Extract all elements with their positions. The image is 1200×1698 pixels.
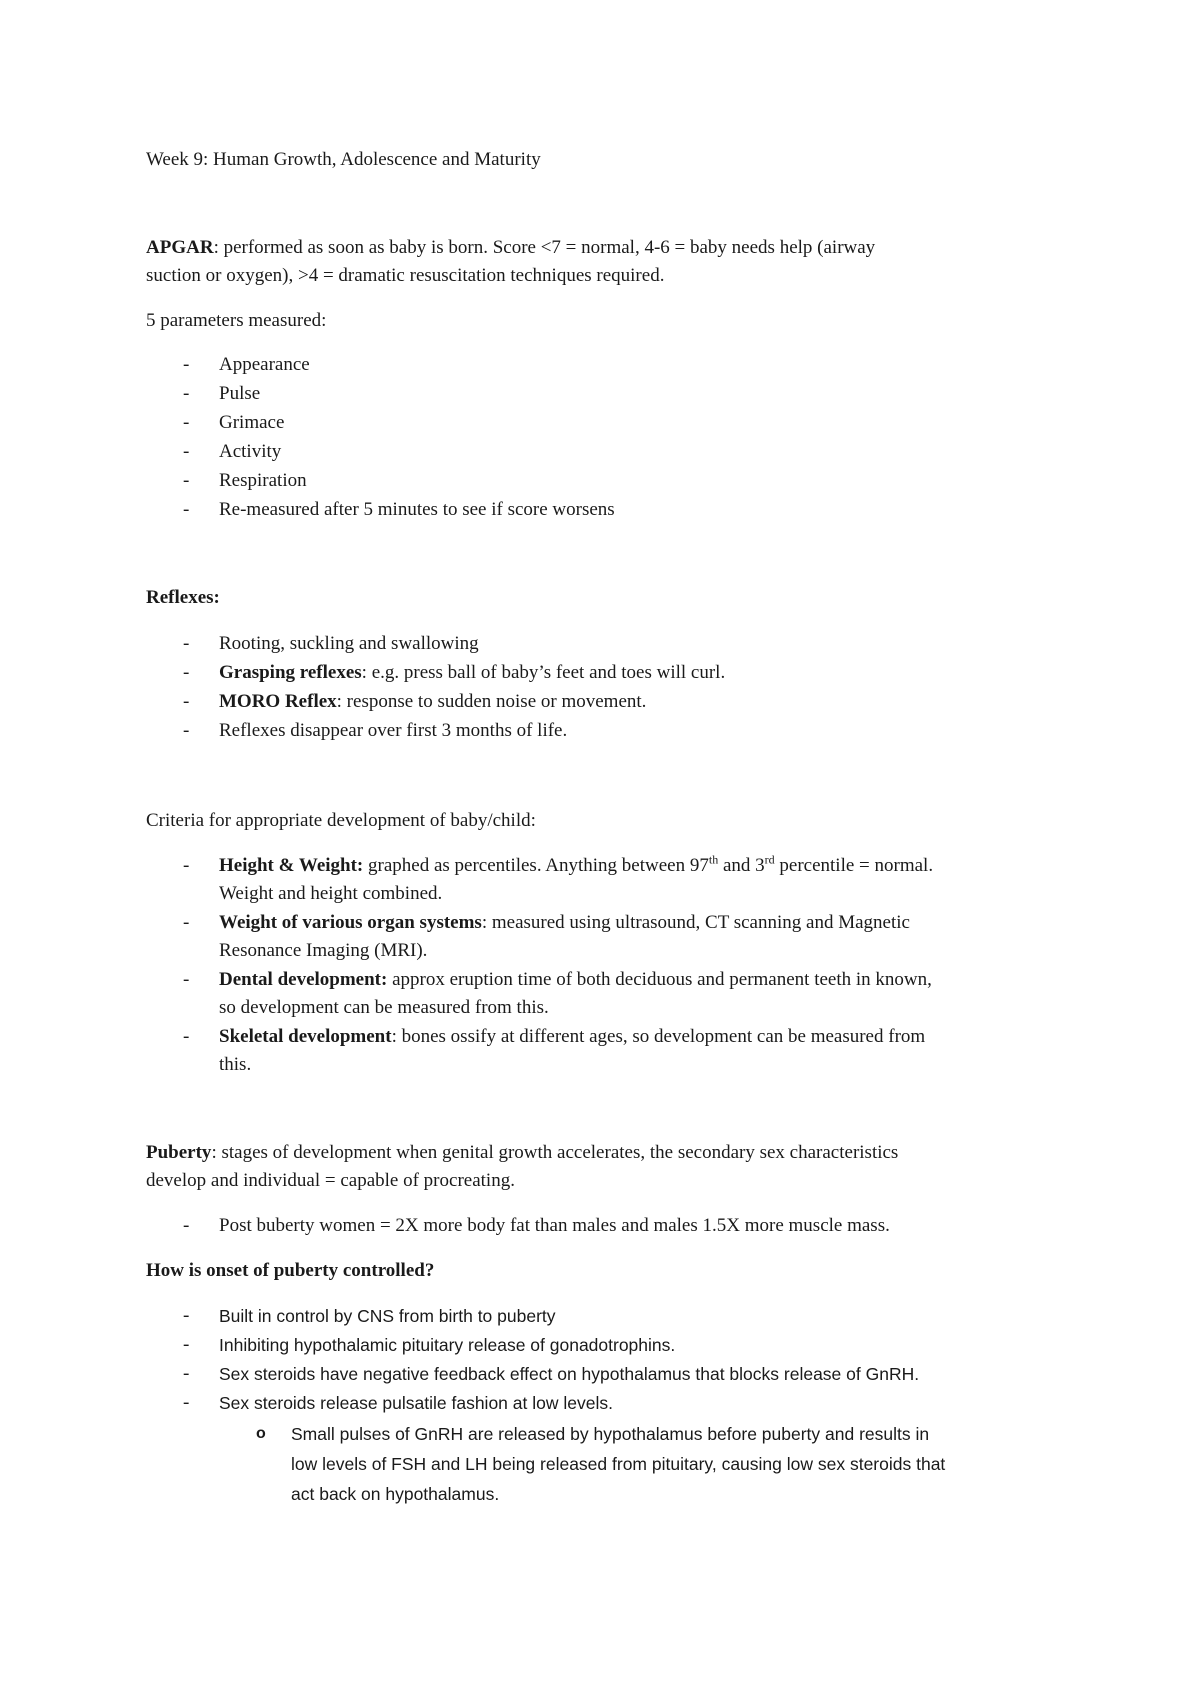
list-bullet: - bbox=[183, 1026, 190, 1047]
list-item: Built in control by CNS from birth to puberty bbox=[219, 1306, 556, 1326]
apgar-paragraph-line-1: APGAR: performed as soon as baby is born. Score <7 = normal, 4-6 = baby needs help (airway bbox=[146, 237, 876, 258]
list-item: Post buberty women = 2X more body fat than males and males 1.5X more muscle mass. bbox=[219, 1215, 890, 1236]
list-bullet: - bbox=[183, 441, 190, 462]
list-bullet: - bbox=[183, 1392, 190, 1413]
list-item: Inhibiting hypothalamic pituitary release of gonadotrophins. bbox=[219, 1335, 676, 1355]
list-item: Grimace bbox=[219, 412, 285, 433]
list-bullet: - bbox=[183, 720, 190, 741]
list-bullet: - bbox=[183, 912, 190, 933]
puberty-control-heading: How is onset of puberty controlled? bbox=[146, 1260, 435, 1281]
reflexes-heading: Reflexes: bbox=[146, 587, 220, 608]
list-bullet: - bbox=[183, 383, 190, 404]
list-item: Rooting, suckling and swallowing bbox=[219, 633, 479, 654]
list-item-continuation: this. bbox=[219, 1054, 252, 1075]
list-item: Re-measured after 5 minutes to see if score worsens bbox=[219, 499, 615, 520]
sub-list-bullet: o bbox=[256, 1425, 266, 1442]
list-item: Reflexes disappear over first 3 months of life. bbox=[219, 720, 568, 741]
list-bullet: - bbox=[183, 470, 190, 491]
list-bullet: - bbox=[183, 633, 190, 654]
sub-list-item-line: Small pulses of GnRH are released by hypothalamus before puberty and results in bbox=[291, 1424, 930, 1444]
page-title: Week 9: Human Growth, Adolescence and Maturity bbox=[146, 149, 541, 170]
list-item: Appearance bbox=[219, 354, 310, 375]
list-item: MORO Reflex: response to sudden noise or movement. bbox=[219, 691, 647, 712]
list-item-continuation: so development can be measured from this. bbox=[219, 997, 549, 1018]
puberty-paragraph-line-1: Puberty: stages of development when genital growth accelerates, the secondary sex characteristics bbox=[146, 1142, 899, 1163]
list-bullet: - bbox=[183, 1215, 190, 1236]
list-item: Pulse bbox=[219, 383, 261, 404]
list-item-continuation: Weight and height combined. bbox=[219, 883, 443, 904]
puberty-paragraph-line-2: develop and individual = capable of procreating. bbox=[146, 1170, 515, 1191]
puberty-term: Puberty bbox=[146, 1142, 212, 1163]
list-item: Grasping reflexes: e.g. press ball of baby’s feet and toes will curl. bbox=[219, 662, 726, 683]
apgar-paragraph-line-2: suction or oxygen), >4 = dramatic resuscitation techniques required. bbox=[146, 265, 665, 286]
list-item: Sex steroids have negative feedback effect on hypothalamus that blocks release of GnRH. bbox=[219, 1364, 920, 1384]
apgar-term: APGAR bbox=[146, 237, 214, 258]
list-item: Respiration bbox=[219, 470, 307, 491]
list-item: Dental development: approx eruption time of both deciduous and permanent teeth in known, bbox=[219, 969, 932, 990]
sub-list-item-line: low levels of FSH and LH being released from pituitary, causing low sex steroids that bbox=[291, 1454, 946, 1474]
list-bullet: - bbox=[183, 1363, 190, 1384]
list-bullet: - bbox=[183, 1334, 190, 1355]
list-item: Skeletal development: bones ossify at different ages, so development can be measured from bbox=[219, 1026, 926, 1047]
list-bullet: - bbox=[183, 354, 190, 375]
list-bullet: - bbox=[183, 412, 190, 433]
apgar-params-intro: 5 parameters measured: bbox=[146, 310, 327, 331]
list-bullet: - bbox=[183, 691, 190, 712]
criteria-heading: Criteria for appropriate development of baby/child: bbox=[146, 810, 536, 831]
list-item: Weight of various organ systems: measured using ultrasound, CT scanning and Magnetic bbox=[219, 912, 910, 933]
list-item-continuation: Resonance Imaging (MRI). bbox=[219, 940, 428, 961]
sub-list-item-line: act back on hypothalamus. bbox=[291, 1484, 500, 1504]
list-bullet: - bbox=[183, 499, 190, 520]
list-bullet: - bbox=[183, 855, 190, 876]
list-item: Sex steroids release pulsatile fashion at low levels. bbox=[219, 1393, 613, 1413]
list-bullet: - bbox=[183, 662, 190, 683]
list-bullet: - bbox=[183, 969, 190, 990]
list-item: Activity bbox=[219, 441, 282, 462]
list-bullet: - bbox=[183, 1305, 190, 1326]
list-item: Height & Weight: graphed as percentiles. Anything between 97th and 3rd percentile = normal. bbox=[219, 852, 934, 876]
